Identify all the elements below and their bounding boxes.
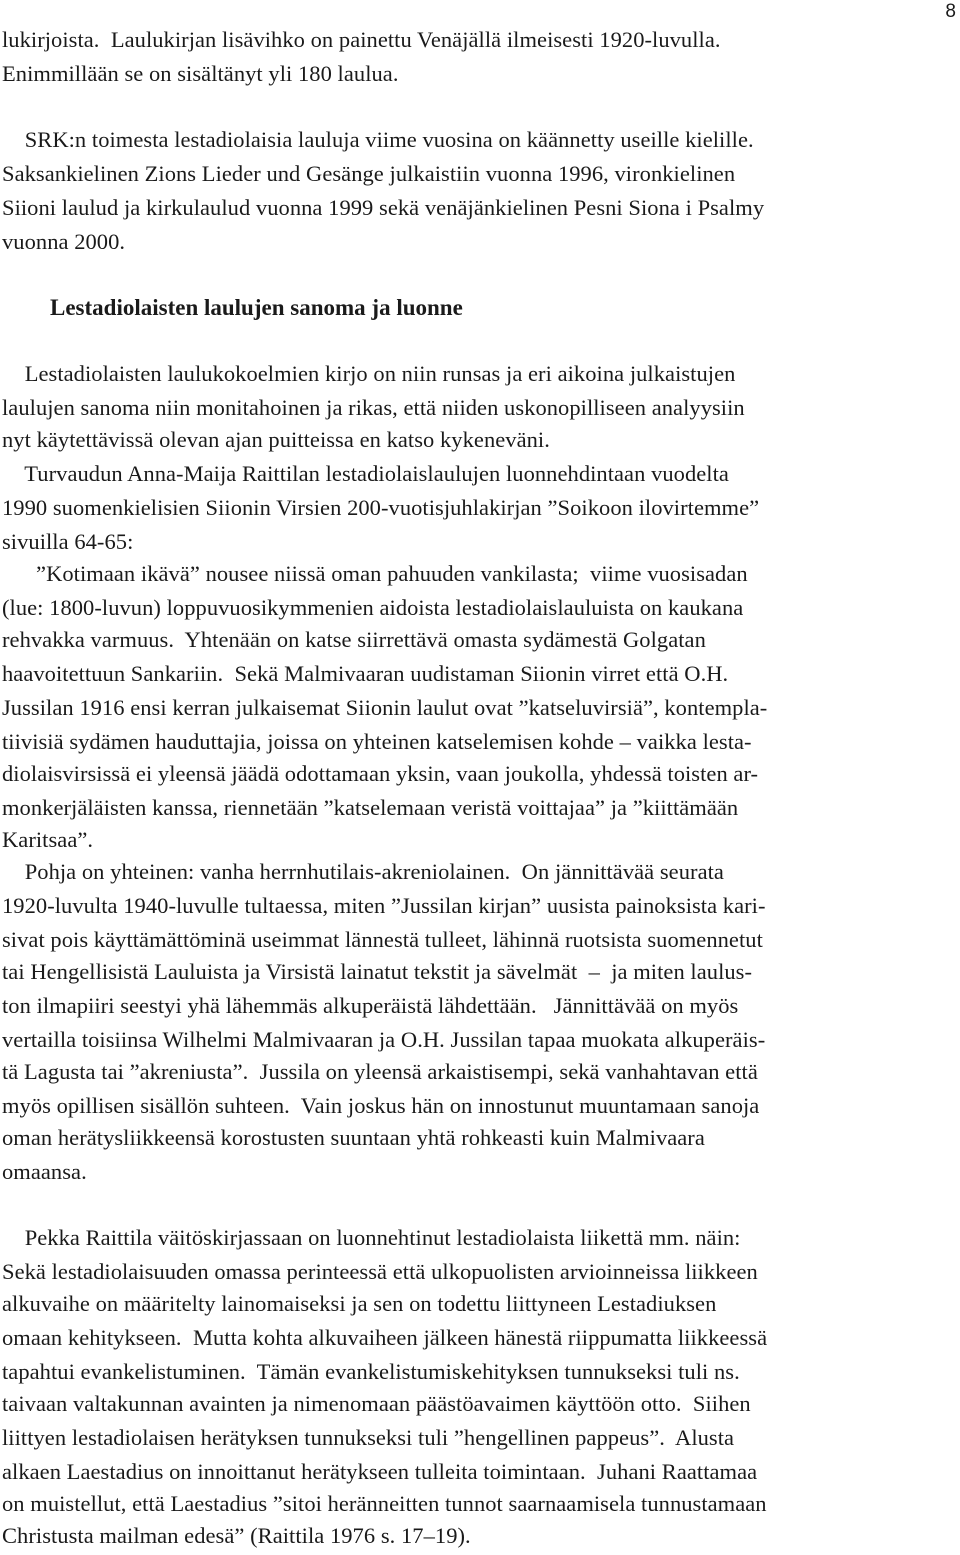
text-line: Jussilan 1916 ensi kerran julkaisemat Siionin laulut ovat ”katseluvirsiä”, kontempla- bbox=[2, 695, 768, 720]
text-line: vertailla toisiinsa Wilhelmi Malmivaaran ja O.H. Jussilan tapaa muokata alkuperäis- bbox=[2, 1027, 766, 1052]
text-line: myös opillisen sisällön suhteen. Vain joskus hän on innostunut muuntamaan sanoja bbox=[2, 1093, 760, 1118]
text-line: rehvakka varmuus. Yhtenään on katse siirrettävä omasta sydämestä Golgatan bbox=[2, 627, 706, 652]
text-line: Sekä lestadiolaisuuden omassa perinteessä että ulkopuolisten arvioinneissa liikkeen bbox=[2, 1259, 758, 1284]
text-line: alkaen Laestadius on innoittanut herätykseen tulleita toimintaan. Juhani Raattamaa bbox=[2, 1459, 758, 1484]
text-line: lukirjoista. Laulukirjan lisävihko on painettu Venäjällä ilmeisesti 1920-luvulla. bbox=[2, 27, 721, 52]
text-line: Pekka Raittila väitöskirjassaan on luonnehtinut lestadiolaista liikettä mm. näin: bbox=[2, 1225, 741, 1250]
text-line: Lestadiolaisten laulukokoelmien kirjo on niin runsas ja eri aikoina julkaistujen bbox=[2, 361, 736, 386]
text-line: Karitsaa”. bbox=[2, 827, 94, 852]
text-line: on muistellut, että Laestadius ”sitoi heränneitten tunnot saarnaamisela tunnustamaan bbox=[2, 1491, 767, 1516]
text-line: diolaisvirsissä ei yleensä jäädä odottamaan yksin, vaan joukolla, yhdessä toisten ar- bbox=[2, 761, 759, 786]
text-line: omaansa. bbox=[2, 1159, 87, 1184]
text-line: Christusta mailman edesä” (Raittila 1976 s. 17–19). bbox=[2, 1523, 471, 1548]
text-line: sivat pois käyttämättöminä useimmat lännestä tulleet, lähinnä ruotsista suomennetut bbox=[2, 927, 763, 952]
text-line: monkerjäläisten kanssa, riennetään ”katselemaan veristä voittajaa” ja ”kiittämään bbox=[2, 795, 739, 820]
text-line: alkuvaihe on määritelty lainomaiseksi ja sen on todettu liittyneen Lestadiuksen bbox=[2, 1291, 717, 1316]
text-line: ”Kotimaan ikävä” nousee niissä oman pahuuden vankilasta; viime vuosisadan bbox=[2, 561, 748, 586]
section-heading: Lestadiolaisten laulujen sanoma ja luonne bbox=[50, 295, 463, 320]
text-line: oman herätysliikkeensä korostusten suuntaan yhtä rohkeasti kuin Malmivaara bbox=[2, 1125, 705, 1150]
text-line: Saksankielinen Zions Lieder und Gesänge julkaistiin vuonna 1996, vironkielinen bbox=[2, 161, 736, 186]
text-line: tapahtui evankelistuminen. Tämän evankelistumiskehityksen tunnukseksi tuli ns. bbox=[2, 1359, 740, 1384]
text-line: taivaan valtakunnan avainten ja nimenomaan päästöavaimen käyttöön otto. Siihen bbox=[2, 1391, 751, 1416]
text-line: sivuilla 64-65: bbox=[2, 529, 134, 554]
text-line: haavoitettuun Sankariin. Sekä Malmivaaran uudistaman Siionin virret että O.H. bbox=[2, 661, 729, 686]
text-line: SRK:n toimesta lestadiolaisia lauluja viime vuosina on käännetty useille kielille. bbox=[2, 127, 754, 152]
text-line: Pohja on yhteinen: vanha herrnhutilais-akreniolainen. On jännittävää seurata bbox=[2, 859, 724, 884]
text-line: ton ilmapiiri seestyi yhä lähemmäs alkuperäistä lähdettään. Jännittävää on myös bbox=[2, 993, 739, 1018]
text-line: omaan kehitykseen. Mutta kohta alkuvaiheen jälkeen hänestä riippumatta liikkeessä bbox=[2, 1325, 768, 1350]
text-line: nyt käytettävissä olevan ajan puitteissa en katso kykeneväni. bbox=[2, 427, 550, 452]
text-line: vuonna 2000. bbox=[2, 229, 126, 254]
text-line: 1990 suomenkielisien Siionin Virsien 200-vuotisjuhlakirjan ”Soikoon ilovirtemme” bbox=[2, 495, 760, 520]
text-line: tai Hengellisistä Lauluista ja Virsistä lainatut tekstit ja sävelmät – ja miten laulus- bbox=[2, 959, 753, 984]
text-line: tä Lagusta tai ”akreniusta”. Jussila on yleensä arkaistisempi, sekä vanhahtavan että bbox=[2, 1059, 758, 1084]
text-line: laulujen sanoma niin monitahoinen ja rikas, että niiden uskonopilliseen analyysiin bbox=[2, 395, 745, 420]
text-line: Siioni laulud ja kirkulaulud vuonna 1999 sekä venäjänkielinen Pesni Siona i Psalmy bbox=[2, 195, 765, 220]
text-line: liittyen lestadiolaisen herätyksen tunnukseksi tuli ”hengellinen pappeus”. Alusta bbox=[2, 1425, 735, 1450]
text-line: tiivisiä sydämen hauduttajia, joissa on yhteinen katselemisen kohde – vaikka lesta- bbox=[2, 729, 752, 754]
page-number: 8 bbox=[945, 1, 956, 22]
text-line: 1920-luvulta 1940-luvulle tultaessa, miten ”Jussilan kirjan” uusista painoksista kari- bbox=[2, 893, 766, 918]
text-line: (lue: 1800-luvun) loppuvuosikymmenien aidoista lestadiolaislauluista on kaukana bbox=[2, 595, 744, 620]
text-line: Enimmillään se on sisältänyt yli 180 laulua. bbox=[2, 61, 399, 86]
text-line: Turvaudun Anna-Maija Raittilan lestadiolaislaulujen luonnehdintaan vuodelta bbox=[2, 461, 729, 486]
